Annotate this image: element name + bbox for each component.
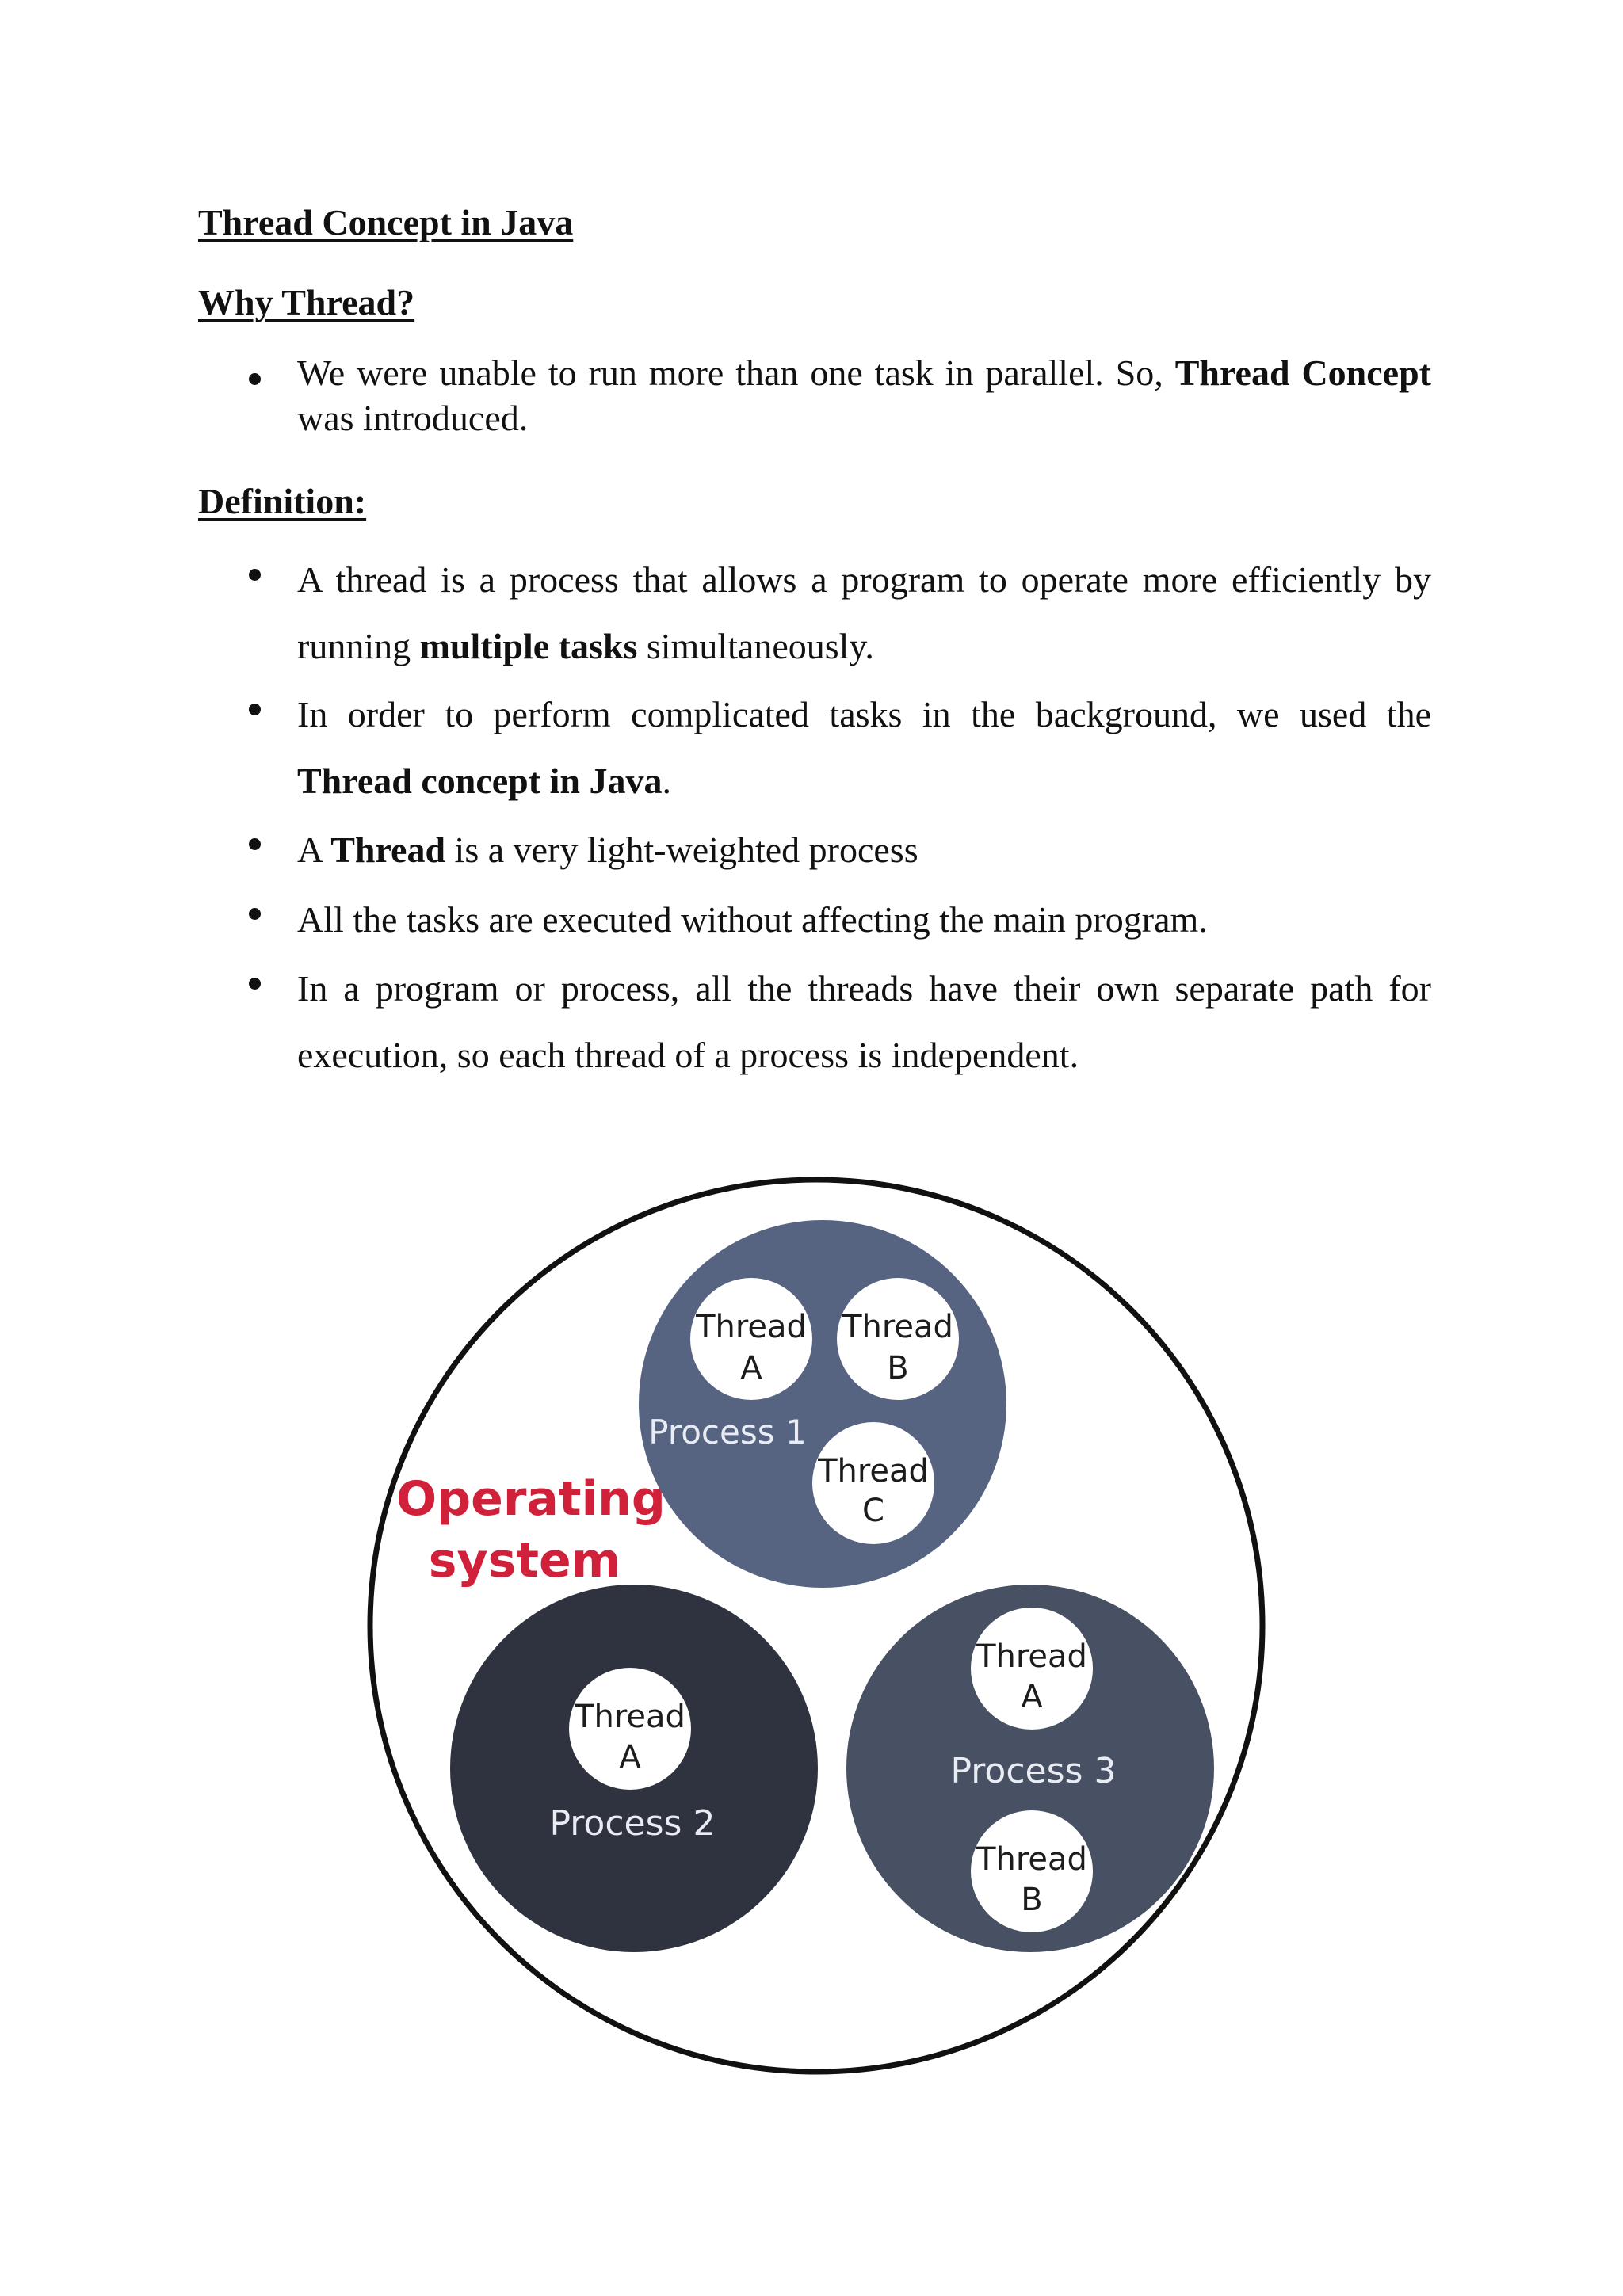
os-label-line2: system bbox=[428, 1533, 621, 1589]
thread-label: Thread bbox=[842, 1309, 953, 1345]
thread-letter: B bbox=[1021, 1882, 1043, 1918]
process-1-circle bbox=[639, 1220, 1006, 1588]
thread-label: Thread bbox=[818, 1453, 929, 1489]
os-label-line1: Operating bbox=[396, 1471, 666, 1527]
thread-label: Thread bbox=[976, 1638, 1087, 1675]
process-2-label: Process 2 bbox=[549, 1803, 716, 1844]
why-thread-heading: Why Thread? bbox=[198, 281, 415, 322]
thread-letter: A bbox=[1021, 1679, 1043, 1715]
thread-label: Thread bbox=[976, 1841, 1087, 1878]
thread-label: Thread bbox=[696, 1309, 807, 1345]
thread-letter: A bbox=[619, 1739, 641, 1775]
thread-letter: B bbox=[887, 1350, 909, 1386]
list-item: In a program or process, all the threads have their own separate path for execution, so each thread of a process is independent. bbox=[198, 955, 1431, 1089]
list-item: A thread is a process that allows a program to operate more efficiently by running multiple tasks simultaneously. bbox=[198, 547, 1431, 680]
list-item: We were unable to run more than one task in parallel. So, Thread Concept was introduced. bbox=[198, 350, 1431, 441]
thread-label: Thread bbox=[575, 1699, 685, 1735]
page-title: Thread Concept in Java bbox=[198, 202, 574, 242]
list-item: In order to perform complicated tasks in the background, we used the Thread concept in Java. bbox=[198, 681, 1431, 814]
process-1-label: Process 1 bbox=[648, 1413, 807, 1451]
list-item: All the tasks are executed without affecting the main program. bbox=[198, 886, 1431, 954]
process-3-label: Process 3 bbox=[950, 1751, 1117, 1791]
thread-letter: A bbox=[740, 1350, 762, 1386]
definition-heading: Definition: bbox=[198, 481, 367, 521]
list-item: A Thread is a very light-weighted process bbox=[198, 816, 1431, 884]
thread-letter: C bbox=[862, 1493, 884, 1529]
